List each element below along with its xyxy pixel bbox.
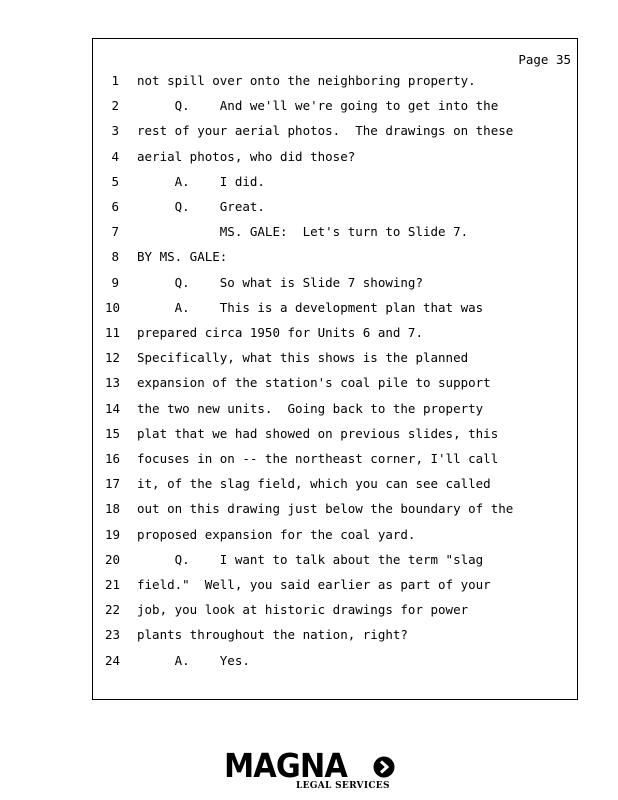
line-text: focuses in on -- the northeast corner, I'll call: [137, 451, 499, 466]
line-number: 10: [105, 299, 121, 315]
logo-subtitle: LEGAL SERVICES: [296, 781, 390, 791]
line-text: Q. And we'll we're going to get into the: [137, 98, 499, 114]
chevron-right-circle-icon: [373, 756, 395, 778]
line-text: job, you look at historic drawings for power: [137, 602, 469, 618]
line-text: A. I did.: [137, 173, 265, 189]
line-number: 14: [105, 400, 121, 416]
line-text: proposed expansion for the coal yard.: [137, 526, 416, 542]
line-text: plat that we had showed on previous slides, this: [137, 425, 499, 441]
line-number: 17: [105, 476, 121, 492]
line-number: 11: [105, 325, 121, 340]
transcript-page: [92, 38, 578, 700]
line-number: 20: [105, 551, 121, 567]
line-number: 2: [111, 98, 119, 114]
line-text: not spill over onto the neighboring property.: [137, 73, 476, 88]
line-text: Q. Great.: [137, 199, 265, 214]
line-text: aerial photos, who did those?: [137, 148, 356, 164]
logo-wordmark: MAGNA: [224, 746, 347, 785]
line-number: 12: [105, 350, 121, 366]
line-text: expansion of the station's coal pile to support: [137, 375, 491, 391]
line-number: 9: [111, 274, 119, 290]
page-number: Page 35: [518, 52, 571, 67]
line-text: out on this drawing just below the boundary of the: [137, 501, 514, 517]
line-number: 6: [111, 199, 119, 214]
line-text: rest of your aerial photos. The drawings on these: [137, 123, 514, 139]
line-number: 21: [105, 577, 121, 592]
line-text: MS. GALE: Let's turn to Slide 7.: [137, 224, 469, 240]
line-text: Specifically, what this shows is the planned: [137, 350, 469, 366]
line-number: 4: [111, 148, 119, 164]
line-number: 16: [105, 451, 121, 466]
line-number: 19: [105, 526, 121, 542]
line-number: 15: [105, 425, 121, 441]
line-text: Q. So what is Slide 7 showing?: [137, 274, 423, 290]
line-number: 5: [111, 173, 119, 189]
line-text: field." Well, you said earlier as part of your: [137, 577, 491, 592]
line-number: 8: [111, 249, 119, 265]
line-number: 22: [105, 602, 121, 618]
line-number: 23: [105, 627, 121, 643]
line-number: 3: [111, 123, 119, 139]
line-text: prepared circa 1950 for Units 6 and 7.: [137, 325, 423, 340]
magna-logo: [224, 748, 396, 792]
line-text: the two new units. Going back to the property: [137, 400, 484, 416]
line-number: 24: [105, 652, 121, 668]
line-text: A. Yes.: [137, 652, 250, 668]
line-text: plants throughout the nation, right?: [137, 627, 408, 643]
line-number: 1: [111, 73, 119, 88]
line-number: 18: [105, 501, 121, 517]
line-text: BY MS. GALE:: [137, 249, 228, 265]
line-number: 7: [111, 224, 119, 240]
line-text: Q. I want to talk about the term "slag: [137, 551, 484, 567]
line-text: it, of the slag field, which you can see called: [137, 476, 491, 492]
line-number: 13: [105, 375, 121, 391]
line-text: A. This is a development plan that was: [137, 299, 484, 315]
